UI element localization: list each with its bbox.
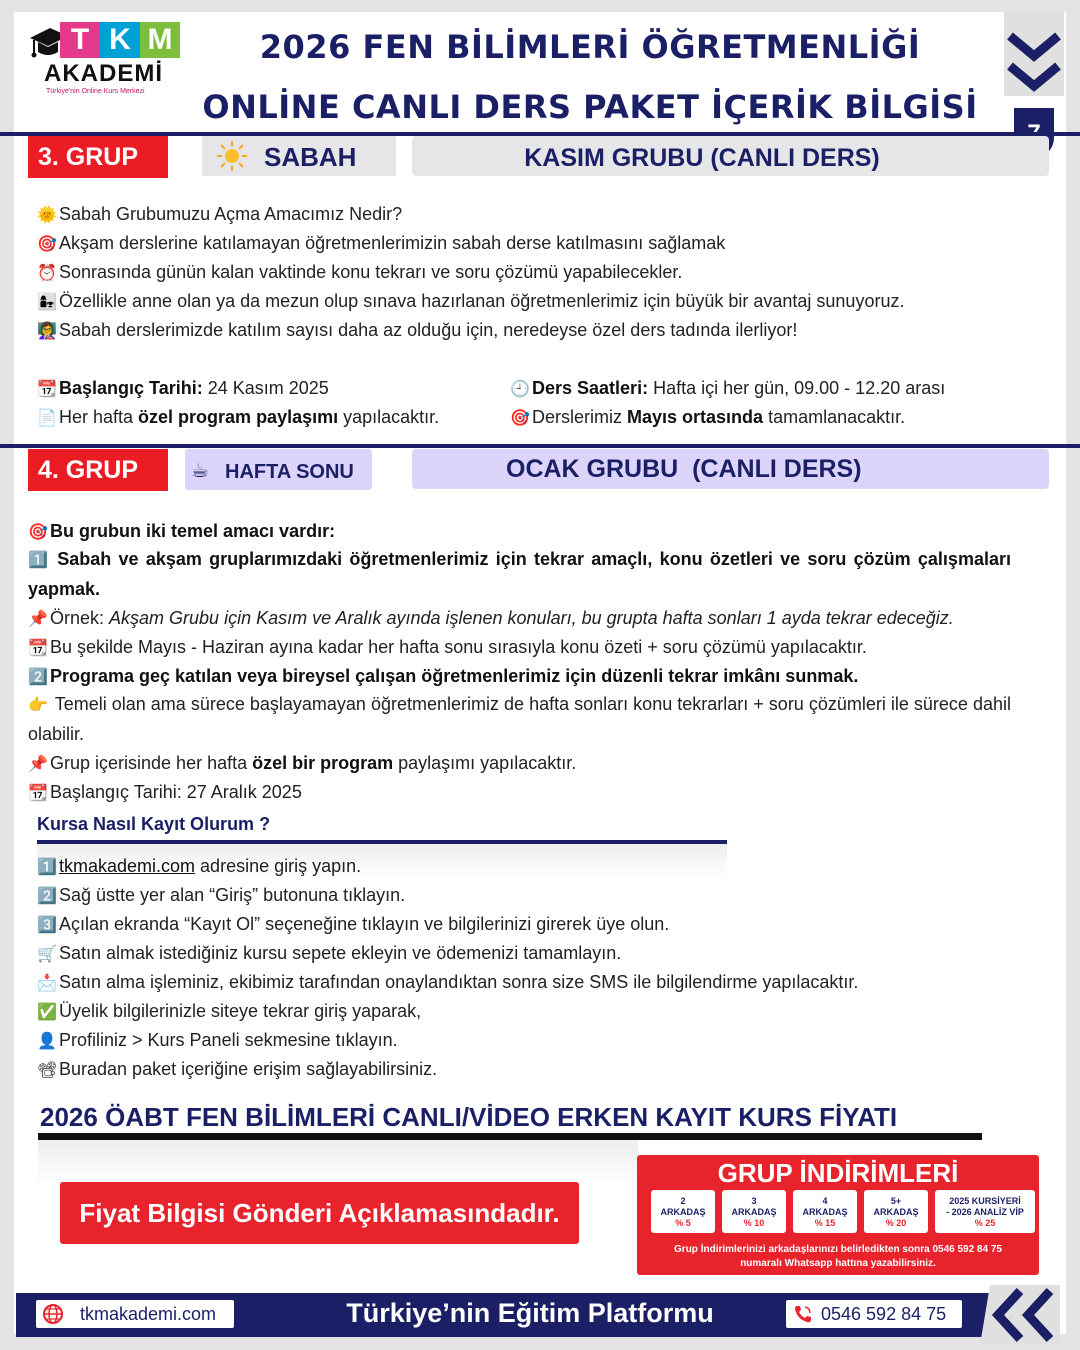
line-text: Sonrasında günün kalan vaktinde konu tekrarı ve soru çözümü yapabilecekler. — [59, 262, 683, 282]
end-bold: Mayıs ortasında — [627, 407, 764, 427]
pricing-title: 2026 ÖABT FEN BİLİMLERİ CANLI/VİDEO ERKEN KAYIT KURS FİYATI — [40, 1102, 898, 1132]
card-top: 2 — [680, 1196, 686, 1206]
card-mid: ARKADAŞ — [731, 1207, 777, 1217]
registration-step — [37, 855, 361, 879]
card-mid: ARKADAŞ — [873, 1207, 919, 1217]
program-text: Her hafta — [59, 407, 139, 427]
line-text: Özellikle anne olan ya da mezun olup sınava hazırlanan öğretmenlerimiz için büyük bir avantaj sunuyoruz. — [59, 291, 905, 311]
group-3-line — [37, 232, 725, 256]
logo-word: AKADEMİ — [44, 60, 163, 87]
pricing-shade — [38, 1140, 638, 1188]
schedule-text: Bu şekilde Mayıs - Haziran ayına kadar her hafta sonu sırasıyla konu özeti + soru çözümü yapılacaktır. — [50, 637, 867, 657]
line-text: Sabah Grubumuzu Açma Amacımız Nedir? — [59, 204, 403, 224]
target-icon: 🎯 — [37, 236, 57, 253]
step-text: Açılan ekranda “Kayıt Ol” seçeneğine tıklayın ve bilgilerinizi girerek üye olun. — [59, 914, 670, 934]
group-4-program — [28, 752, 576, 776]
group-3-time-label — [202, 136, 396, 176]
group-4-intro — [28, 520, 335, 544]
pointing-hand-icon: 👉 — [28, 697, 48, 714]
start-text: Başlangıç Tarihi: 27 Aralık 2025 — [50, 782, 302, 802]
discount-title: GRUP İNDİRİMLERİ — [717, 1158, 959, 1188]
phone-icon — [792, 1303, 814, 1325]
sun-face-icon: 🌞 — [37, 207, 57, 224]
alarm-clock-icon: ⏰ — [37, 265, 57, 282]
step-text: Üyelik bilgilerinizle siteye tekrar giriş yaparak, — [59, 1001, 422, 1021]
keycap-3-icon: 3️⃣ — [37, 917, 57, 934]
website-link[interactable]: tkmakademi.com — [59, 856, 196, 876]
start-value: 24 Kasım 2025 — [202, 378, 329, 398]
keycap-1-icon: 1️⃣ — [28, 552, 48, 569]
group-4-item-1 — [28, 545, 1011, 604]
card-mid: - 2026 ANALİZ VİP — [946, 1207, 1024, 1217]
discount-cards — [651, 1190, 1035, 1233]
step-text: Buradan paket içeriğine erişim sağlayabilirsiniz. — [59, 1059, 438, 1079]
keycap-2-icon: 2️⃣ — [28, 669, 48, 686]
group-3-program — [37, 406, 439, 430]
item-text: Programa geç katılan veya bireysel çalışan öğretmenlerimiz için düzenli tekrar imkânı sunmak. — [50, 666, 859, 686]
discount-card — [651, 1190, 715, 1233]
logo-letter: K — [100, 22, 140, 58]
sun-icon — [216, 140, 248, 172]
footer-phone[interactable] — [786, 1300, 962, 1328]
card-percent: % 10 — [743, 1218, 765, 1228]
program-bold: özel program paylaşımı — [138, 407, 339, 427]
document-icon: 📄 — [37, 410, 57, 427]
logo-letter: T — [60, 22, 100, 58]
logo-subtitle: Türkiye'nin Online Kurs Merkezi — [46, 88, 145, 95]
group-3-line — [37, 203, 402, 227]
discount-card — [935, 1190, 1035, 1233]
keycap-1-icon: 1️⃣ — [37, 859, 57, 876]
shopping-cart-icon: 🛒 — [37, 946, 57, 963]
group-3-line — [37, 290, 904, 314]
program-text: yapılacaktır. — [338, 407, 440, 427]
registration-step — [37, 1000, 421, 1024]
footer-website-text: tkmakademi.com — [80, 1304, 217, 1324]
step-text: Satın alma işleminiz, ekibimiz tarafından onaylandıktan sonra size SMS ile bilgilendirme yapılacaktır. — [59, 972, 859, 992]
program-bold: özel bir program — [252, 753, 394, 773]
step-text: Satın almak istediğiniz kursu sepete ekleyin ve ödemenizi tamamlayın. — [59, 943, 622, 963]
calendar-icon: 📆 — [37, 381, 57, 398]
card-top: 5+ — [890, 1196, 902, 1206]
footer-tagline: Türkiye’nin Eğitim Platformu — [346, 1298, 714, 1328]
discount-note: Grup İndirimlerinizi arkadaşlarınızı belirledikten sonra 0546 592 84 75 numaralı Whatsapp hattına yazabilirsiniz. — [674, 1244, 1002, 1269]
registration-step — [37, 942, 621, 966]
calendar-icon: 📆 — [28, 640, 48, 657]
group-3-time: SABAH — [264, 142, 357, 172]
group-3-line — [37, 319, 797, 343]
card-mid: ARKADAŞ — [660, 1207, 706, 1217]
end-text: tamamlanacaktır. — [763, 407, 906, 427]
registration-title: Kursa Nasıl Kayıt Olurum ? — [37, 814, 271, 834]
price-info-button[interactable]: Fiyat Bilgisi Gönderi Açıklamasındadır. — [60, 1182, 579, 1244]
group-discount-panel — [637, 1155, 1039, 1275]
example-text: Akşam Grubu için Kasım ve Aralık ayında işlenen konuları, bu grupta hafta sonları 1 ayda tekrar edeceğiz. — [109, 608, 954, 628]
registration-step — [37, 1029, 398, 1053]
card-percent: % 20 — [885, 1218, 907, 1228]
registration-step — [37, 884, 405, 908]
line-text: Akşam derslerine katılamayan öğretmenlerimizin sabah derse katılmasını sağlamak — [59, 233, 726, 253]
footer-phone-text: 0546 592 84 75 — [821, 1304, 947, 1324]
group-4-time: HAFTA SONU — [225, 461, 354, 483]
intro-text: Bu grubun iki temel amacı vardır: — [50, 521, 336, 541]
group-4-name: OCAK GRUBU (CANLI DERS) — [506, 455, 862, 483]
discount-card — [722, 1190, 786, 1233]
group-4-schedule — [28, 636, 867, 660]
pushpin-icon: 📌 — [28, 611, 48, 628]
discount-card — [864, 1190, 928, 1233]
pricing-underline — [38, 1133, 982, 1140]
group-3-name-bar — [412, 136, 1049, 176]
check-mark-icon: ✅ — [37, 1004, 57, 1021]
logo-letters — [60, 22, 180, 58]
registration-step — [37, 971, 858, 995]
section-divider — [0, 444, 1080, 448]
group-4-time-label — [185, 449, 372, 490]
group-3-start-date — [37, 377, 329, 401]
program-text: Grup içerisinde her hafta — [50, 753, 253, 773]
user-icon: 👤 — [37, 1033, 57, 1050]
group-3-hours — [510, 377, 945, 401]
logo-letter: M — [140, 22, 180, 58]
item-text: Sabah ve akşam gruplarımızdaki öğretmenlerimiz için tekrar amaçlı, konu özetleri ve soru çözüm çalışmaları yapmak. — [28, 549, 1011, 599]
chevron-left-icon — [980, 1285, 1070, 1345]
clock-icon: 🕘 — [510, 381, 530, 398]
group-4-name-bar — [412, 449, 1049, 489]
footer-website[interactable] — [36, 1300, 234, 1328]
globe-icon — [42, 1303, 64, 1325]
group-4-badge: 4. GRUP — [28, 449, 168, 491]
hours-label: Ders Saatleri: — [532, 378, 649, 398]
group-3-end — [510, 406, 905, 430]
mother-child-icon: 👩‍👧 — [37, 294, 57, 311]
page-title-line-2: ONLİNE CANLI DERS PAKET İÇERİK BİLGİSİ — [202, 88, 978, 126]
card-percent: % 25 — [974, 1218, 996, 1228]
registration-step — [37, 1058, 437, 1082]
registration-step — [37, 913, 669, 937]
program-text: paylaşımı yapılacaktır. — [393, 753, 577, 773]
card-percent: % 15 — [814, 1218, 836, 1228]
point-text: Temeli olan ama sürece başlayamayan öğretmenlerimiz de hafta sonları konu tekrarları + soru çözümleri ile sürece dahil olabilir. — [28, 694, 1011, 744]
coffee-icon: ☕ — [191, 460, 209, 482]
calendar-icon: 📆 — [28, 785, 48, 802]
group-4-example — [28, 607, 954, 631]
group-3-badge: 3. GRUP — [28, 136, 168, 178]
card-top: 3 — [751, 1196, 757, 1206]
line-text: Sabah derslerimizde katılım sayısı daha az olduğu için, neredeyse özel ders tadında ilerliyor! — [59, 320, 798, 340]
step-text: Sağ üstte yer alan “Giriş” butonuna tıklayın. — [59, 885, 406, 905]
step-text: adresine giriş yapın. — [195, 856, 362, 876]
example-label: Örnek: — [50, 608, 110, 628]
group-4-start-date — [28, 781, 302, 805]
target-icon: 🎯 — [510, 410, 530, 427]
step-text: Profiliniz > Kurs Paneli sekmesine tıklayın. — [59, 1030, 398, 1050]
envelope-icon: 📩 — [37, 975, 57, 992]
group-3-line — [37, 261, 682, 285]
keycap-2-icon: 2️⃣ — [37, 888, 57, 905]
group-4-item-2 — [28, 665, 858, 689]
start-label: Başlangıç Tarihi: — [59, 378, 203, 398]
card-percent: % 5 — [675, 1218, 691, 1228]
tkm-akademi-logo[interactable] — [28, 22, 173, 112]
card-top: 2025 KURSİYERİ — [949, 1196, 1021, 1206]
card-top: 4 — [822, 1196, 828, 1206]
chevron-down-icon — [1004, 30, 1064, 100]
projector-icon: 📽 — [37, 1062, 58, 1079]
target-icon: 🎯 — [28, 524, 48, 541]
teacher-icon: 👩‍🏫 — [37, 323, 57, 340]
discount-card — [793, 1190, 857, 1233]
group-3-name: KASIM GRUBU (CANLI DERS) — [524, 144, 880, 172]
hours-value: Hafta içi her gün, 09.00 - 12.20 arası — [648, 378, 946, 398]
pushpin-icon: 📌 — [28, 756, 48, 773]
end-text: Derslerimiz — [532, 407, 628, 427]
group-4-point — [28, 690, 1011, 749]
page-title-line-1: 2026 FEN BİLİMLERİ ÖĞRETMENLİĞİ — [259, 28, 921, 66]
card-mid: ARKADAŞ — [802, 1207, 848, 1217]
